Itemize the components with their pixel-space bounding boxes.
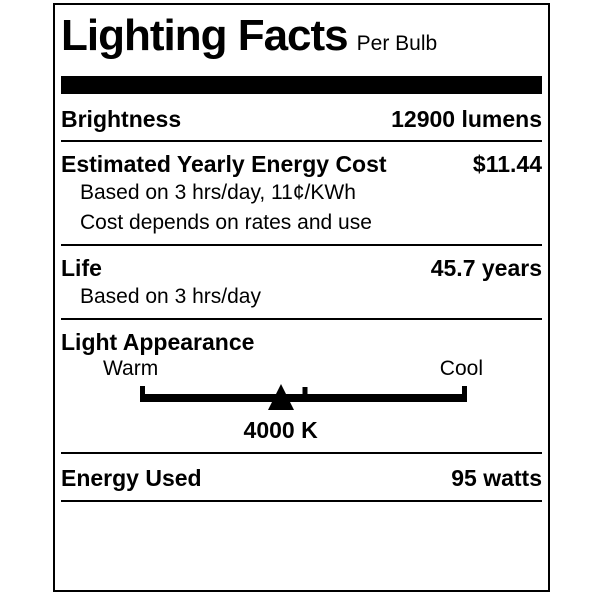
- label-title: Lighting Facts: [61, 11, 348, 60]
- kelvin-value: 4000 K: [243, 417, 318, 443]
- life-row: [61, 254, 542, 282]
- life-value: 45.7 years: [430, 255, 542, 281]
- energy-cost-note-basis: Based on 3 hrs/day, 11¢/KWh: [80, 181, 356, 204]
- life-label: Life: [61, 255, 102, 281]
- scale-labels: [61, 356, 542, 382]
- brightness-row: [61, 94, 542, 142]
- scale-midpoint-tick: [303, 387, 308, 402]
- energy-used-value: 95 watts: [451, 465, 542, 491]
- warm-label: Warm: [103, 357, 159, 380]
- energy-cost-note-disclaimer: Cost depends on rates and use: [80, 211, 372, 234]
- light-appearance-label: Light Appearance: [61, 329, 255, 355]
- energy-used-label: Energy Used: [61, 465, 202, 491]
- light-appearance-section: [61, 320, 542, 454]
- cool-label: Cool: [439, 357, 483, 380]
- brightness-label: Brightness: [61, 106, 182, 132]
- life-note: Based on 3 hrs/day: [80, 285, 261, 308]
- energy-used-row: [61, 454, 542, 502]
- life-section: [61, 246, 542, 320]
- lighting-facts-label: [53, 3, 550, 592]
- color-temperature-marker-icon: [268, 384, 294, 410]
- energy-cost-section: [61, 142, 542, 246]
- label-header: [61, 5, 542, 71]
- scale-left-endcap: [140, 386, 145, 402]
- energy-cost-value: $11.44: [472, 151, 542, 177]
- energy-cost-row: [61, 150, 542, 178]
- color-temperature-scale: [140, 382, 467, 446]
- brightness-value: 12900 lumens: [391, 106, 542, 132]
- header-divider-bar: [61, 76, 542, 94]
- energy-cost-label: Estimated Yearly Energy Cost: [61, 151, 387, 177]
- label-subtitle: Per Bulb: [356, 32, 438, 55]
- scale-right-endcap: [462, 386, 467, 402]
